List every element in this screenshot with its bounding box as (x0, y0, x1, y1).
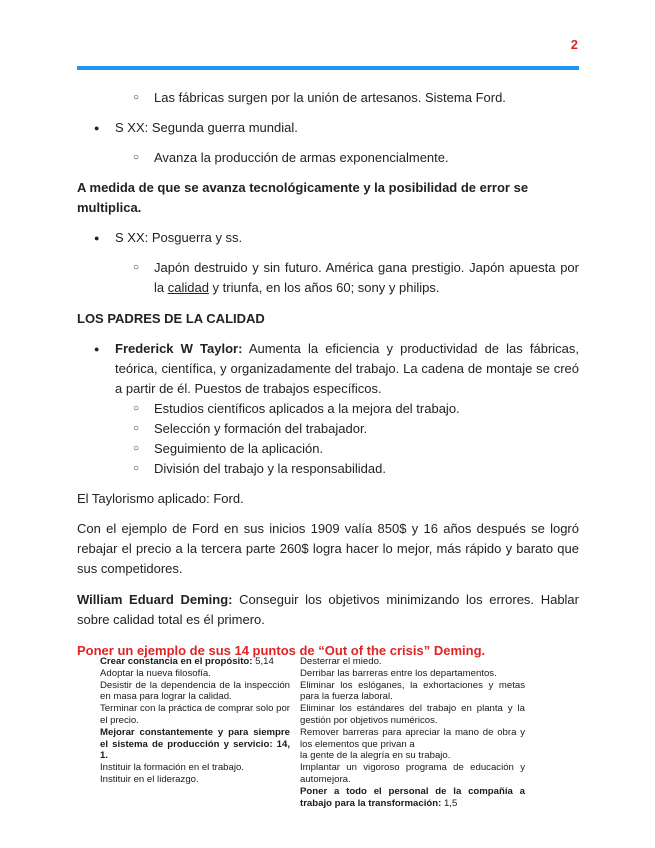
paragraph: William Eduard Deming: Conseguir los objetivos minimizando los errores. Hablar sobre calidad total es él primero. (77, 592, 579, 627)
document-body (77, 88, 579, 661)
taylor-name: Frederick W Taylor: (115, 341, 243, 356)
list-item: ● S XX: Posguerra y ss. (77, 228, 579, 248)
paragraph: El Taylorismo aplicado: Ford. (77, 491, 244, 506)
list-item: ● S XX: Segunda guerra mundial. (77, 118, 579, 138)
left-column: Crear constancia en el propósito: 5,14 Adoptar la nueva filosofía. Desistir de la dependencia de la inspección en masa para lograr la calidad. Terminar con la práctica de comprar solo por el precio. Mejorar constantemente y para siempre el sistema de producción y servicio: 14, 1. Instituir la formación en el trabajo. Instituir en el liderazgo. (100, 656, 290, 785)
red-instruction: Poner un ejemplo de sus 14 puntos de “Out of the crisis” Deming. (77, 643, 486, 658)
list-item: ○ Avanza la producción de armas exponencialmente. (77, 148, 579, 168)
bold-statement: A medida de que se avanza tecnológicamente y la posibilidad de error se multiplica. (77, 180, 529, 215)
list-item: ○ Japón destruido y sin futuro. América gana prestigio. Japón apuesta por la calidad y triunfa, en los años 60; sony y philips. (77, 258, 579, 298)
list-item: ● Frederick W Taylor: Aumenta la eficiencia y productividad de las fábricas, teórica, científica, y organizadamente del trabajo. La cadena de montaje se creó a partir de él. Puestos de trabajos específicos. (77, 339, 579, 399)
list-item: ○ Seguimiento de la aplicación. (77, 439, 579, 459)
paragraph: Con el ejemplo de Ford en sus inicios 1909 valía 850$ y 16 años después se logró rebajar el precio a la tercera parte 260$ logra hacer lo mejor, más rápido y barato que sus competidores. (77, 521, 579, 576)
deming-points-image (100, 656, 525, 809)
deming-name: William Eduard Deming: (77, 592, 233, 607)
list-item: ○ Selección y formación del trabajador. (77, 419, 579, 439)
list-item: ○ Estudios científicos aplicados a la mejora del trabajo. (77, 399, 579, 419)
page-number: 2 (570, 37, 578, 52)
section-heading: LOS PADRES DE LA CALIDAD (77, 311, 265, 326)
list-item: ○ Las fábricas surgen por la unión de artesanos. Sistema Ford. (77, 88, 579, 108)
list-item: ○ División del trabajo y la responsabilidad. (77, 459, 579, 479)
right-column: Desterrar el miedo. Derribar las barreras entre los departamentos. Eliminar los eslóganes, la exhortaciones y metas para la fuerza laboral. Eliminar los estándares del trabajo en planta y la gestión por objetivos numéricos. Remover barreras para apreciar la mano de obra y los elementos que privan a la gente de la alegría en su trabajo. Implantar un vigoroso programa de educación y automejora. Poner a todo el personal de la compañía a trabajo para la transformación: 1,5 (300, 656, 525, 809)
underlined-word: calidad (167, 280, 209, 295)
header-rule (77, 66, 579, 70)
